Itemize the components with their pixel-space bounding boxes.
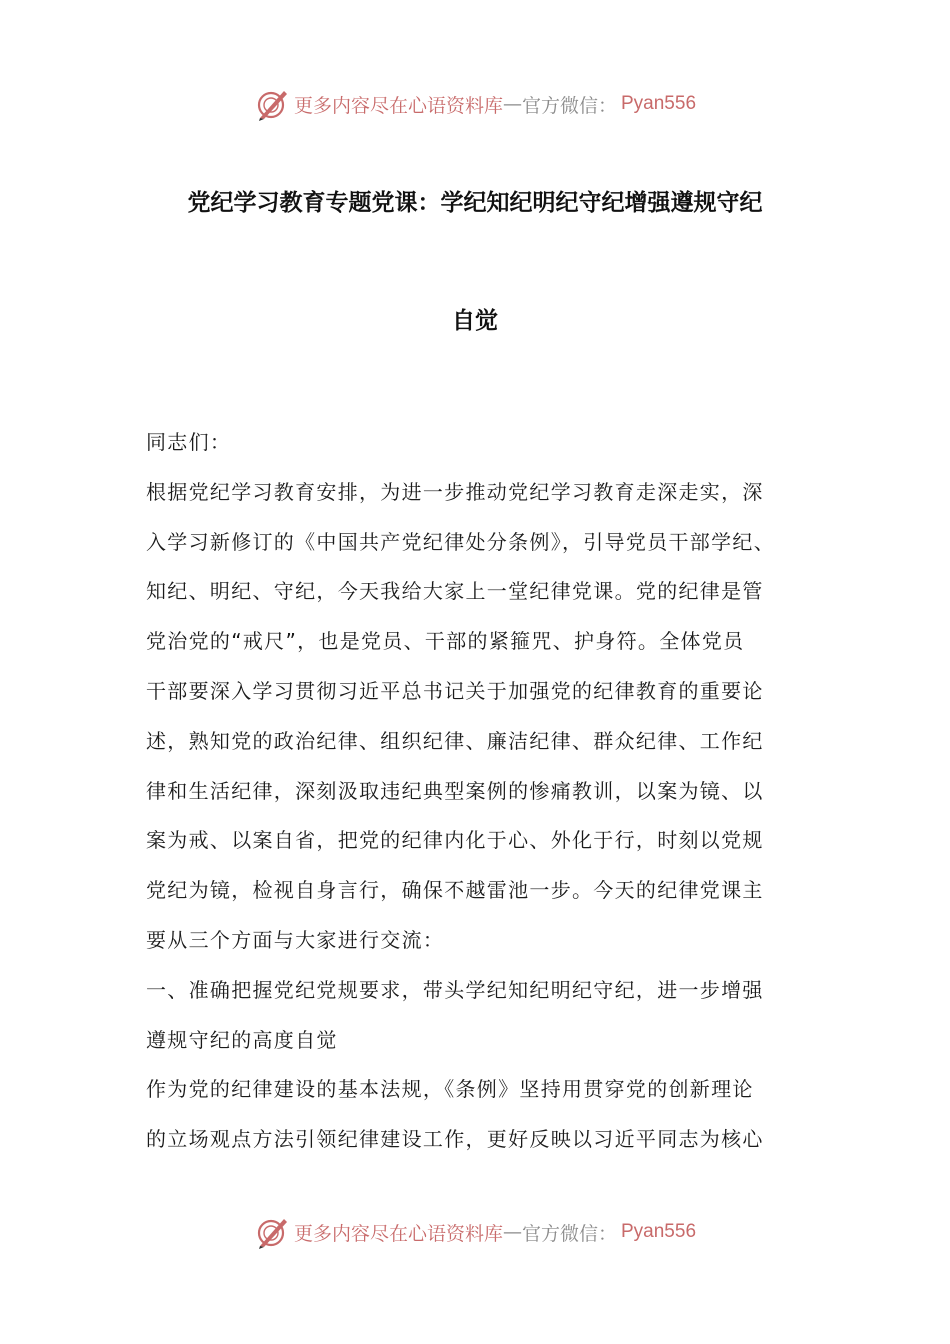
watermark-text: 更多内容尽在心语资料库 <box>293 1222 503 1245</box>
body-line: 根据党纪学习教育安排，为进一步推动党纪学习教育走深走实，深 <box>146 479 764 504</box>
body-line: 律和生活纪律，深刻汲取违纪典型案例的惨痛教训，以案为镜、以 <box>146 778 764 803</box>
body-line: 同志们： <box>146 430 232 454</box>
watermark-wechat-id: Pyan556 <box>621 1221 697 1242</box>
body-line: 作为党的纪律建设的基本法规，《条例》坚持用贯穿党的创新理论 <box>146 1077 754 1102</box>
watermark-wechat-label: 官方微信： <box>521 1222 617 1245</box>
body-line: 述，熟知党的政治纪律、组织纪律、廉洁纪律、群众纪律、工作纪 <box>146 728 764 753</box>
watermark-wechat-id: Pyan556 <box>621 93 697 114</box>
body-line: 入学习新修订的《中国共产党纪律处分条例》，引导党员干部学纪、 <box>146 529 775 554</box>
watermark-dash: — <box>502 93 522 115</box>
document-title-line1: 党纪学习教育专题党课：学纪知纪明纪守纪增强遵规守纪 <box>187 190 763 216</box>
body-line: 的立场观点方法引领纪律建设工作，更好反映以习近平同志为核心 <box>146 1127 764 1152</box>
body-line: 党纪为镜，检视自身言行，确保不越雷池一步。今天的纪律党课主 <box>146 878 764 903</box>
watermark-dash: — <box>502 1221 522 1243</box>
body-line: 党治党的“戒尺”，也是党员、干部的紧箍咒、护身符。全体党员 <box>146 629 745 654</box>
body-line: 知纪、明纪、守纪，今天我给大家上一堂纪律党课。党的纪律是管 <box>146 579 764 604</box>
section-heading-line: 一、准确把握党纪党规要求，带头学纪知纪明纪守纪，进一步增强 <box>146 977 764 1002</box>
pen-logo-icon <box>254 1214 290 1250</box>
header-watermark <box>0 84 950 124</box>
pen-logo-icon <box>254 86 290 122</box>
watermark-text: 更多内容尽在心语资料库 <box>293 94 503 117</box>
body-line: 案为戒、以案自省，把党的纪律内化于心、外化于行，时刻以党规 <box>146 828 764 853</box>
watermark-wechat-label: 官方微信： <box>521 94 617 117</box>
body-line: 干部要深入学习贯彻习近平总书记关于加强党的纪律教育的重要论 <box>146 678 764 703</box>
body-line: 要从三个方面与大家进行交流： <box>146 927 445 952</box>
document-title-line2: 自觉 <box>452 308 498 334</box>
section-heading-line: 遵规守纪的高度自觉 <box>146 1027 338 1052</box>
document-body <box>146 418 816 1165</box>
footer-watermark <box>0 1212 950 1252</box>
